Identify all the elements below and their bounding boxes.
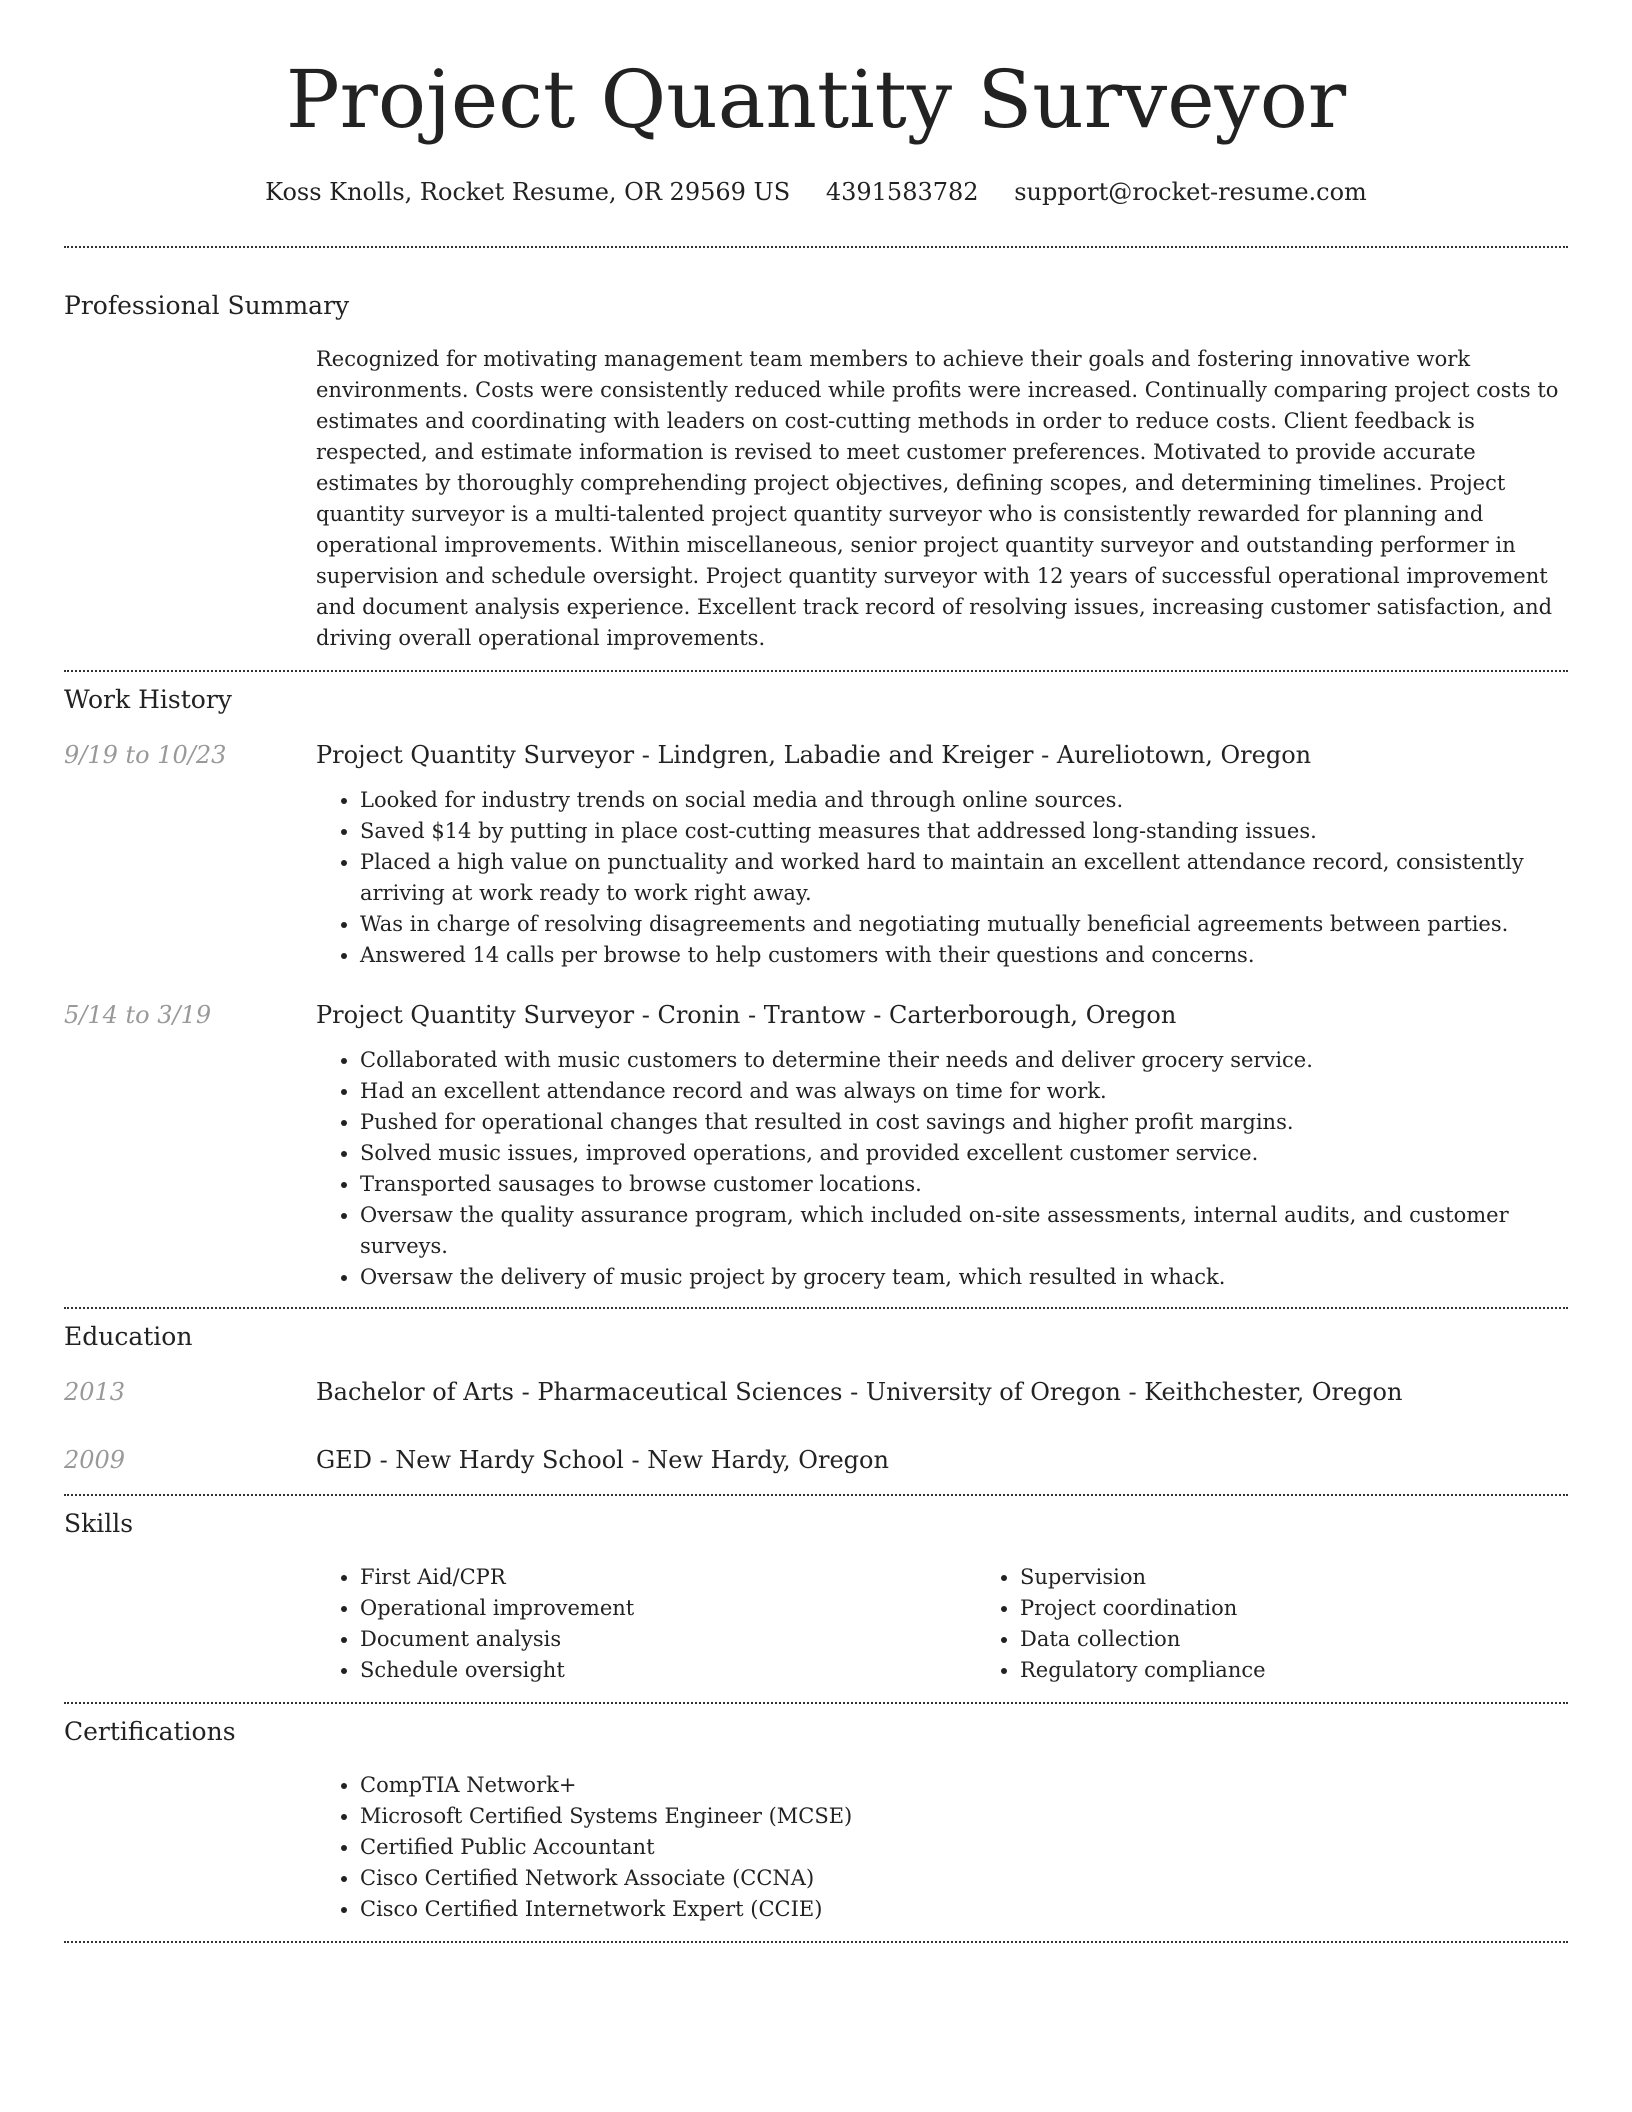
list-item: • Was in charge of resolving disagreements and negotiating mutually beneficial agreements between parties. [360,909,1568,940]
education-year: 2009 [64,1446,126,1474]
list-item: • Collaborated with music customers to determine their needs and deliver grocery service. [360,1045,1568,1076]
contact-line [64,176,1568,208]
section-title-skills: Skills [64,1509,134,1538]
divider [64,1494,1568,1496]
list-item: • Solved music issues, improved operations, and provided excellent customer service. [360,1138,1568,1169]
list-item: • Microsoft Certified Systems Engineer (MCSE) [360,1801,1568,1832]
contact-email: support@rocket-resume.com [1014,178,1367,206]
divider [64,1702,1568,1704]
contact-phone: 4391583782 [825,178,979,206]
list-item: • Oversaw the delivery of music project by grocery team, which resulted in whack. [360,1262,1568,1293]
list-item: • Supervision [1020,1562,1632,1593]
list-item: • Had an excellent attendance record and was always on time for work. [360,1076,1568,1107]
job-bullets [316,1045,1568,1293]
certifications-body [316,1770,1568,1925]
job-bullets [316,785,1568,971]
list-item: • Certified Public Accountant [360,1832,1568,1863]
divider [64,246,1568,248]
education-text: GED - New Hardy School - New Hardy, Oregon [316,1446,889,1474]
divider [64,1941,1568,1943]
list-item: • Saved $14 by putting in place cost-cutting measures that addressed long-standing issues. [360,816,1568,847]
job-dates: 5/14 to 3/19 [64,1001,212,1029]
job-entry [64,739,1568,971]
certifications-list [316,1770,1568,1925]
list-item: • CompTIA Network+ [360,1770,1568,1801]
job-dates: 9/19 to 10/23 [64,741,227,769]
list-item: • Data collection [1020,1624,1632,1655]
list-item: • Document analysis [360,1624,976,1655]
summary-text: Recognized for motivating management team members to achieve their goals and fostering innovative work environments. Costs were consistently reduced while profits were increased. Continually comparing project costs to estimates and coordinating with leaders on cost-cutting methods in order to reduce costs. Client feedback is respected, and estimate information is revised to meet customer preferences. Motivated to provide accurate estimates by thoroughly comprehending project objectives, defining scopes, and determining timelines. Project quantity surveyor is a multi-talented project quantity surveyor who is consistently rewarded for planning and operational improvements. Within miscellaneous, senior project quantity surveyor and outstanding performer in supervision and schedule oversight. Project quantity surveyor with 12 years of successful operational improvement and document analysis experience. Excellent track record of resolving issues, increasing customer satisfaction, and driving overall operational improvements. [316,347,1559,650]
list-item: • Transported sausages to browse customer locations. [360,1169,1568,1200]
list-item: • Answered 14 calls per browse to help customers with their questions and concerns. [360,940,1568,971]
divider [64,670,1568,672]
skills-list-right [976,1562,1632,1686]
list-item: • Cisco Certified Internetwork Expert (CCIE) [360,1894,1568,1925]
list-item: • Regulatory compliance [1020,1655,1632,1686]
list-item: • Operational improvement [360,1593,976,1624]
list-item: • Schedule oversight [360,1655,976,1686]
education-entry [64,1444,1568,1476]
resume-name: Project Quantity Surveyor [285,53,1347,146]
skills-list-left [316,1562,976,1686]
divider [64,1307,1568,1309]
resume-page [64,0,1568,1943]
job-details [316,1045,1568,1293]
section-title-work: Work History [64,685,232,714]
education-year: 2013 [64,1378,126,1406]
job-details [316,785,1568,971]
list-item: • Cisco Certified Network Associate (CCNA) [360,1863,1568,1894]
education-entry [64,1376,1568,1408]
list-item: • First Aid/CPR [360,1562,976,1593]
section-title-summary: Professional Summary [64,291,350,320]
job-entry [64,999,1568,1293]
job-heading: Project Quantity Surveyor - Cronin - Trantow - Carterborough, Oregon [316,1001,1177,1029]
contact-address: Koss Knolls, Rocket Resume, OR 29569 US [265,178,791,206]
list-item: • Placed a high value on punctuality and worked hard to maintain an excellent attendance record, consistently arriving at work ready to work right away. [360,847,1568,909]
summary-body [316,344,1568,654]
job-header [64,739,1568,771]
skills-grid [316,1562,1568,1686]
list-item: • Project coordination [1020,1593,1632,1624]
list-item: • Looked for industry trends on social media and through online sources. [360,785,1568,816]
list-item: • Oversaw the quality assurance program, which included on-site assessments, internal audits, and customer surveys. [360,1200,1568,1262]
education-text: Bachelor of Arts - Pharmaceutical Sciences - University of Oregon - Keithchester, Oregon [316,1378,1403,1406]
job-header [64,999,1568,1031]
job-heading: Project Quantity Surveyor - Lindgren, Labadie and Kreiger - Aureliotown, Oregon [316,741,1312,769]
section-title-certifications: Certifications [64,1717,236,1746]
skills-body [316,1562,1568,1686]
section-title-education: Education [64,1322,193,1351]
list-item: • Pushed for operational changes that resulted in cost savings and higher profit margins. [360,1107,1568,1138]
